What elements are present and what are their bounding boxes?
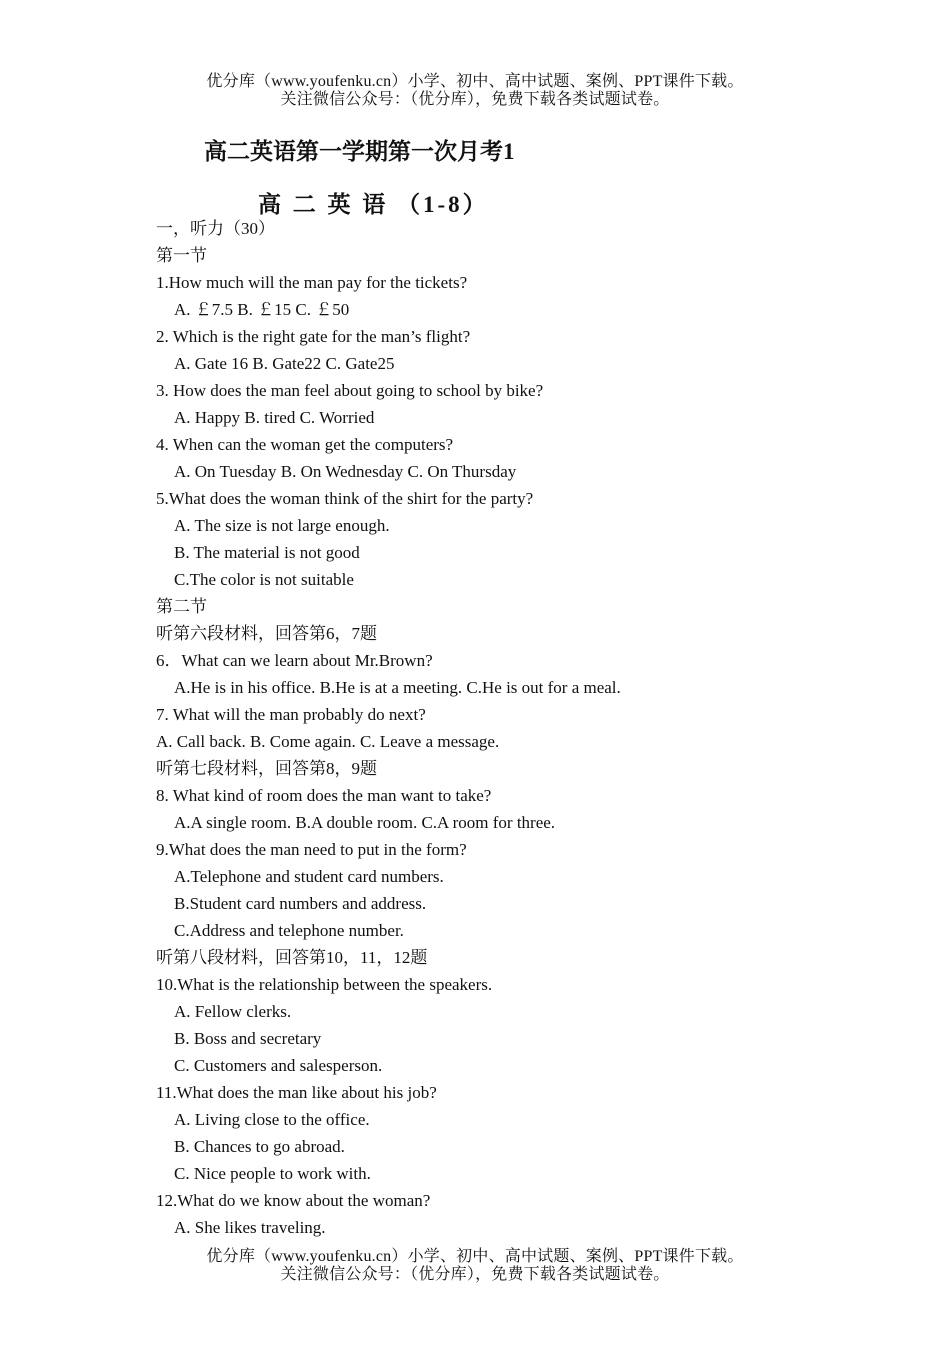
question-line: 12.What do we know about the woman? [156,1191,431,1210]
question-line: 2. Which is the right gate for the man’s flight? [156,327,471,346]
answer-options-line: A. The size is not large enough. [174,516,390,535]
answer-options-line: B.Student card numbers and address. [174,894,427,913]
question-line: 5.What does the woman think of the shirt for the party? [156,489,534,508]
answer-options-line: B. The material is not good [174,543,360,562]
answer-options-line: C.Address and telephone number. [174,921,404,940]
question-line: 9.What does the man need to put in the form? [156,840,467,859]
question-line: 听第六段材料，回答第6，7题 [156,624,377,643]
question-line: 10.What is the relationship between the speakers. [156,975,493,994]
question-line: 听第八段材料，回答第10，11，12题 [156,948,428,967]
answer-options-line: A.Telephone and student card numbers. [174,867,444,886]
question-line: 6．What can we learn about Mr.Brown? [156,651,433,670]
question-line: 3. How does the man feel about going to school by bike? [156,381,544,400]
question-line: 一，听力（30） [156,219,275,238]
exam-body [156,215,876,1241]
header-line-1: 优分库（www.youfenku.cn）小学、初中、高中试题、案例、PPT课件下载。 [206,73,744,90]
answer-options-line: A. Fellow clerks. [174,1002,292,1021]
answer-options-line: B. Chances to go abroad. [174,1137,345,1156]
question-line: 7. What will the man probably do next? [156,705,426,724]
answer-options-line: C. Customers and salesperson. [174,1056,383,1075]
answer-options-line: A. She likes traveling. [174,1218,326,1237]
answer-options-line: C. Nice people to work with. [174,1164,371,1183]
question-line: 第一节 [156,246,207,265]
answer-options-line: A. Happy B. tired C. Worried [174,408,375,427]
question-line: 听第七段材料，回答第8，9题 [156,759,377,778]
answer-options-line: A.A single room. B.A double room. C.A room for three. [174,813,556,832]
page-footer [0,1248,950,1284]
answer-options-line: A. On Tuesday B. On Wednesday C. On Thursday [174,462,517,481]
header-line-2: 关注微信公众号：（优分库），免费下载各类试题试卷。 [280,91,670,108]
question-line: 1.How much will the man pay for the tickets? [156,273,468,292]
answer-options-line: A. ￡7.5 B. ￡15 C. ￡50 [174,300,350,319]
document-subtitle: 高 二 英 语 （1-8） [258,192,489,217]
page-header [0,73,950,109]
answer-options-line: C.The color is not suitable [174,570,354,589]
footer-line-1: 优分库（www.youfenku.cn）小学、初中、高中试题、案例、PPT课件下载。 [206,1248,744,1265]
question-line: 第二节 [156,597,207,616]
question-line: 11.What does the man like about his job? [156,1083,437,1102]
document-title: 高二英语第一学期第一次月考1 [204,139,515,164]
answer-options-line: A. Gate 16 B. Gate22 C. Gate25 [174,354,395,373]
question-line: 8. What kind of room does the man want to take? [156,786,492,805]
answer-options-line: A.He is in his office. B.He is at a meeting. C.He is out for a meal. [174,678,621,697]
footer-line-2: 关注微信公众号：（优分库），免费下载各类试题试卷。 [280,1266,670,1283]
answer-options-line: A. Living close to the office. [174,1110,370,1129]
answer-options-line: B. Boss and secretary [174,1029,322,1048]
question-line: A. Call back. B. Come again. C. Leave a message. [156,732,500,751]
question-line: 4. When can the woman get the computers? [156,435,454,454]
